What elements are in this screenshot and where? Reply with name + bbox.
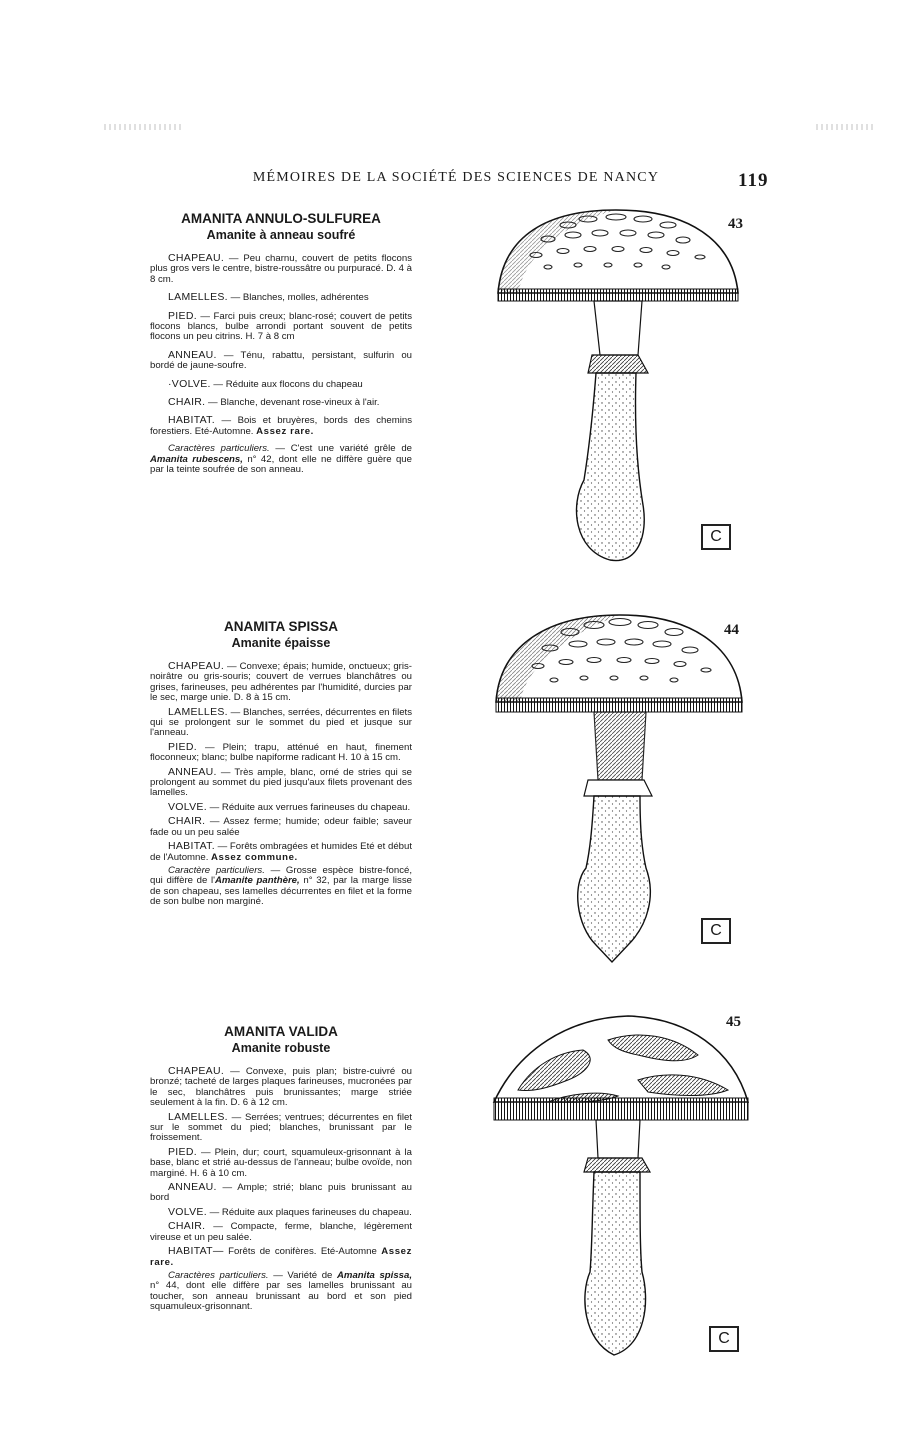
species-subtitle: Amanite robuste bbox=[231, 1041, 331, 1055]
field-label: PIED. bbox=[168, 309, 197, 322]
field-habitat bbox=[150, 1246, 412, 1268]
characters-text: n° 42, dont elle ne diffère guère que par la teinte soufrée de son anneau. bbox=[150, 453, 412, 476]
field-lamelles bbox=[150, 292, 412, 303]
field-label: HABITAT— bbox=[168, 1245, 224, 1258]
field-label: LAMELLES. bbox=[168, 705, 228, 718]
characters-text: n° 32, par la marge lisse de son chapeau, ses lamelles décurrentes en filet et la forme de son bulbe non marginé. bbox=[150, 875, 412, 908]
field-characters bbox=[150, 444, 412, 475]
field-text: — Assez ferme; humide; odeur faible; saveur fade ou un peu salée bbox=[150, 816, 412, 838]
field-text: — Bois et bruyères, bords des chemins forestiers. Eté-Automne. bbox=[150, 415, 412, 437]
field-text: — Compacte, ferme, blanche, légèrement vireuse et un peu salée. bbox=[150, 1221, 412, 1243]
rarity: Assez rare. bbox=[150, 1246, 412, 1268]
field-text: — Très ample, blanc, orné de stries qui se prolongent au sommet du pied jusqu'aux filets provenant des lamelles. bbox=[150, 766, 412, 799]
field-text: — Serrées; ventrues; décurrentes en filet sur le sommet du pied; blanches, brunissant par le froissement. bbox=[150, 1111, 412, 1144]
species-title: ANAMITA SPISSA bbox=[223, 619, 338, 634]
species-subtitle: Amanite épaisse bbox=[231, 636, 331, 650]
field-chapeau bbox=[150, 661, 412, 704]
category-box: C bbox=[709, 1326, 739, 1352]
rarity: Assez rare. bbox=[256, 425, 314, 437]
mushroom-illustration-45 bbox=[488, 1010, 768, 1380]
field-chapeau bbox=[150, 253, 412, 285]
field-label: CHAIR. bbox=[168, 1220, 206, 1233]
field-text: — Plein, dur; court, squamuleux-grisonnant à la base, blanc et strié au-dessus de l'anneau; bulbe ovoïde, non marginé. H. 6 à 10 cm. bbox=[150, 1146, 412, 1179]
field-text: — Blanche, devenant rose-vineux à l'air. bbox=[205, 397, 380, 409]
field-anneau bbox=[150, 350, 412, 372]
field-pied bbox=[150, 1147, 412, 1179]
characters-label: Caractère particuliers. bbox=[168, 864, 265, 876]
plate-number: 44 bbox=[724, 622, 739, 638]
field-label: ANNEAU. bbox=[168, 1181, 217, 1194]
field-label: LAMELLES. bbox=[168, 291, 228, 304]
field-habitat bbox=[150, 415, 412, 437]
field-label: PIED. bbox=[168, 1145, 197, 1158]
field-label: LAMELLES. bbox=[168, 1110, 228, 1123]
field-habitat bbox=[150, 841, 412, 863]
characters-text: — C'est une variété grêle de bbox=[269, 443, 413, 455]
characters-text: — Variété de bbox=[268, 1269, 337, 1281]
field-label: ANNEAU. bbox=[168, 765, 217, 778]
field-text: — Peu charnu, couvert de petits flocons plus gros vers le centre, bistre-roussâtre ou purpuracé. D. 4 à 8 cm. bbox=[150, 253, 412, 285]
field-text: — Réduite aux verrues farineuses du chapeau. bbox=[206, 801, 411, 813]
species-entry-annulo-sulfurea bbox=[150, 210, 412, 483]
plate-number: 45 bbox=[726, 1014, 741, 1030]
field-label: VOLVE. bbox=[168, 800, 207, 813]
field-text: — Ample; strié; blanc puis brunissant au bord bbox=[150, 1182, 412, 1204]
species-entry-spissa bbox=[150, 618, 412, 911]
field-text: — Farci puis creux; blanc-rosé; couvert de petits flocons blancs, bulbe arrondi portant souvent de petits flocons un peu citrins. H. 7 à 8 cm bbox=[150, 310, 412, 343]
field-characters bbox=[150, 1271, 412, 1313]
plate-number: 43 bbox=[728, 216, 743, 232]
field-anneau bbox=[150, 1182, 412, 1204]
species-title: AMANITA VALIDA bbox=[224, 1024, 338, 1039]
field-chair bbox=[150, 1221, 412, 1243]
field-volve bbox=[150, 1207, 412, 1218]
species-entry-valida bbox=[150, 1023, 412, 1316]
field-label: PIED. bbox=[168, 740, 197, 753]
field-volve bbox=[150, 379, 412, 390]
characters-label: Caractères particuliers. bbox=[168, 443, 270, 455]
species-reference: Amanita rubescens, bbox=[150, 453, 243, 465]
mushroom-illustration-44 bbox=[488, 610, 768, 970]
field-label: CHAPEAU. bbox=[168, 1065, 225, 1077]
field-chair bbox=[150, 816, 412, 838]
rarity: Assez commune. bbox=[211, 851, 298, 863]
characters-text: — Grosse espèce bistre-foncé, qui diffère de l' bbox=[150, 864, 412, 887]
field-label: CHAIR. bbox=[168, 396, 206, 409]
category-box: C bbox=[701, 524, 731, 550]
field-label: HABITAT. bbox=[168, 414, 215, 427]
characters-label: Caractères particuliers. bbox=[168, 1269, 269, 1281]
field-label: VOLVE. bbox=[168, 1205, 207, 1218]
field-label: HABITAT. bbox=[168, 840, 215, 853]
field-chapeau bbox=[150, 1066, 412, 1109]
species-title: AMANITA ANNULO-SULFUREA bbox=[181, 211, 381, 226]
field-text: — Convexe; épais; humide, onctueux; gris-noirâtre ou gris-souris; couvert de verrues blanchâtres ou grises, farineuses, peu adhérentes par l'humidité, durcies par le sec, marge unie. D. 8 à 15 cm. bbox=[150, 661, 412, 704]
running-head: MÉMOIRES DE LA SOCIÉTÉ DES SCIENCES DE NANCY bbox=[252, 170, 660, 185]
field-lamelles bbox=[150, 707, 412, 739]
field-text: — Blanches, molles, adhérentes bbox=[227, 292, 369, 304]
species-reference: Amanite panthère, bbox=[214, 875, 300, 887]
field-text: — Blanches, serrées, décurrentes en filets qui se prolongent sur le sommet du pied et jusque sur l'anneau. bbox=[150, 706, 412, 739]
mushroom-illustration-43 bbox=[488, 205, 768, 570]
field-volve bbox=[150, 802, 412, 813]
field-text: — Ténu, rabattu, persistant, sulfurin ou bordé de jaune-soufre. bbox=[150, 349, 412, 372]
field-characters bbox=[150, 866, 412, 908]
field-text: — Plein; trapu, atténué en haut, finement floconneux; blanc; bulbe napiforme radicant H. 10 à 15 cm. bbox=[150, 741, 412, 764]
field-lamelles bbox=[150, 1112, 412, 1144]
field-label: CHAPEAU. bbox=[168, 660, 225, 672]
field-label: CHAIR. bbox=[168, 815, 206, 828]
page-number: 119 bbox=[738, 170, 769, 191]
category-box: C bbox=[701, 918, 731, 944]
field-chair bbox=[150, 397, 412, 408]
field-label: ·VOLVE. bbox=[168, 377, 211, 390]
species-subtitle: Amanite à anneau soufré bbox=[206, 228, 356, 242]
species-reference: Amanita spissa, bbox=[337, 1269, 412, 1281]
field-text: — Forêts ombragées et humides Eté et début de l'Automne. bbox=[150, 841, 412, 863]
field-label: CHAPEAU. bbox=[168, 252, 225, 264]
field-pied bbox=[150, 311, 412, 343]
field-label: ANNEAU. bbox=[168, 348, 217, 361]
field-text: — Réduite aux flocons du chapeau bbox=[210, 378, 363, 390]
characters-text: n° 44, dont elle diffère par ses lamelles brunissant au toucher, son anneau brunissant au bord et son pied squamuleux-grisonnant. bbox=[150, 1280, 412, 1313]
field-anneau bbox=[150, 767, 412, 799]
field-text: — Réduite aux plaques farineuses du chapeau. bbox=[206, 1206, 412, 1218]
field-pied bbox=[150, 742, 412, 764]
field-text: — Convexe, puis plan; bistre-cuivré ou bronzé; tacheté de larges plaques farineuses, mucronées par le sec, blanchâtres puis brunissantes; marge striée seulement à la fin. D. 6 à 12 cm. bbox=[150, 1066, 412, 1109]
field-text: Forêts de conifères. Eté-Automne bbox=[223, 1246, 382, 1258]
